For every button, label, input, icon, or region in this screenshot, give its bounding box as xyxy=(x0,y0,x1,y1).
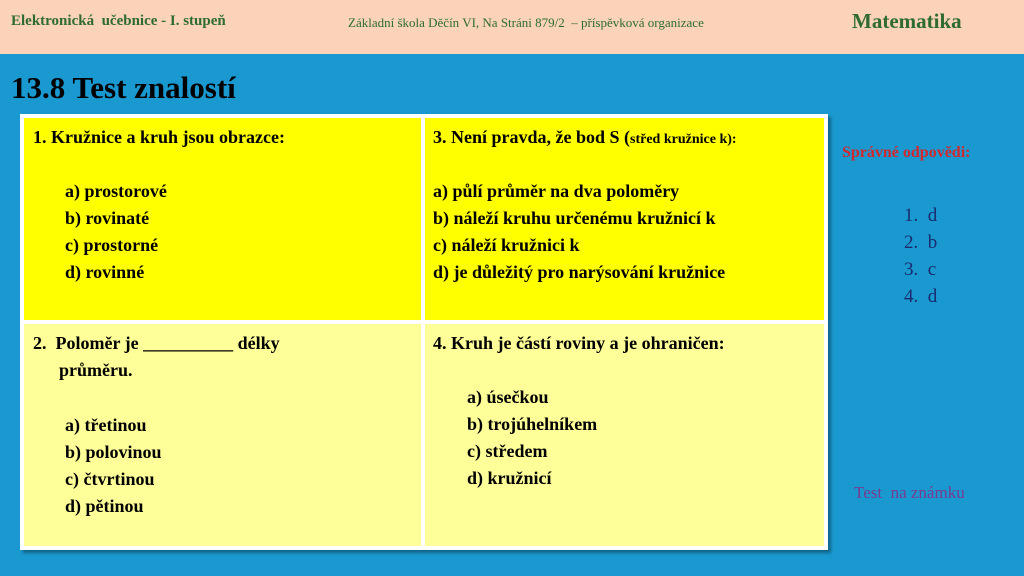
header-bar xyxy=(0,0,1024,54)
question-4-option-a: a) úsečkou xyxy=(467,387,549,407)
header-subject: Matematika xyxy=(852,9,962,33)
question-2-option-d: d) pětinou xyxy=(65,496,144,516)
question-2-text-continued: průměru. xyxy=(59,360,133,380)
question-2-option-c: c) čtvrtinou xyxy=(65,469,155,489)
question-1-option-d: d) rovinné xyxy=(65,262,145,282)
question-2-text: 2. Poloměr je __________ délky xyxy=(33,333,280,353)
answer-item: 4. d xyxy=(904,286,938,307)
question-cell-1 xyxy=(24,118,421,320)
question-3-option-b: b) náleží kruhu určenému kružnicí k xyxy=(433,208,716,228)
question-3-text-main: 3. Není pravda, že bod S ( xyxy=(433,127,631,147)
question-1-option-b: b) rovinaté xyxy=(65,208,150,228)
question-3-text-note: střed kružnice k): xyxy=(630,132,737,147)
question-3-option-c: c) náleží kružnici k xyxy=(433,235,580,255)
question-4-option-c: c) středem xyxy=(467,441,548,461)
correct-answers-title: Správné odpovědi: xyxy=(842,144,971,161)
question-cell-2 xyxy=(24,324,421,546)
question-1-text: 1. Kružnice a kruh jsou obrazce: xyxy=(33,127,285,147)
question-1-option-c: c) prostorné xyxy=(65,235,159,255)
answer-item: 2. b xyxy=(904,232,938,253)
question-4-option-d: d) kružnicí xyxy=(467,468,552,488)
header-school-name: Základní škola Děčín VI, Na Stráni 879/2 – příspěvková organizace xyxy=(348,15,704,30)
question-2-option-b: b) polovinou xyxy=(65,442,162,462)
question-cell-3 xyxy=(425,118,824,320)
question-cell-4 xyxy=(425,324,824,546)
answer-item: 3. c xyxy=(904,259,937,280)
question-1-option-a: a) prostorové xyxy=(65,181,167,201)
question-3-option-a: a) půlí průměr na dva poloměry xyxy=(433,181,680,201)
question-3-text xyxy=(433,124,737,153)
question-4-option-b: b) trojúhelníkem xyxy=(467,414,598,434)
header-textbook-title: Elektronická učebnice - I. stupeň xyxy=(11,13,226,29)
graded-test-link[interactable]: Test na známku xyxy=(854,483,965,502)
question-4-text: 4. Kruh je částí roviny a je ohraničen: xyxy=(433,333,725,353)
answer-item: 1. d xyxy=(904,205,938,226)
page-title: 13.8 Test znalostí xyxy=(11,70,236,105)
question-3-option-d: d) je důležitý pro narýsování kružnice xyxy=(433,262,726,282)
question-2-option-a: a) třetinou xyxy=(65,415,147,435)
question-table xyxy=(20,114,828,550)
